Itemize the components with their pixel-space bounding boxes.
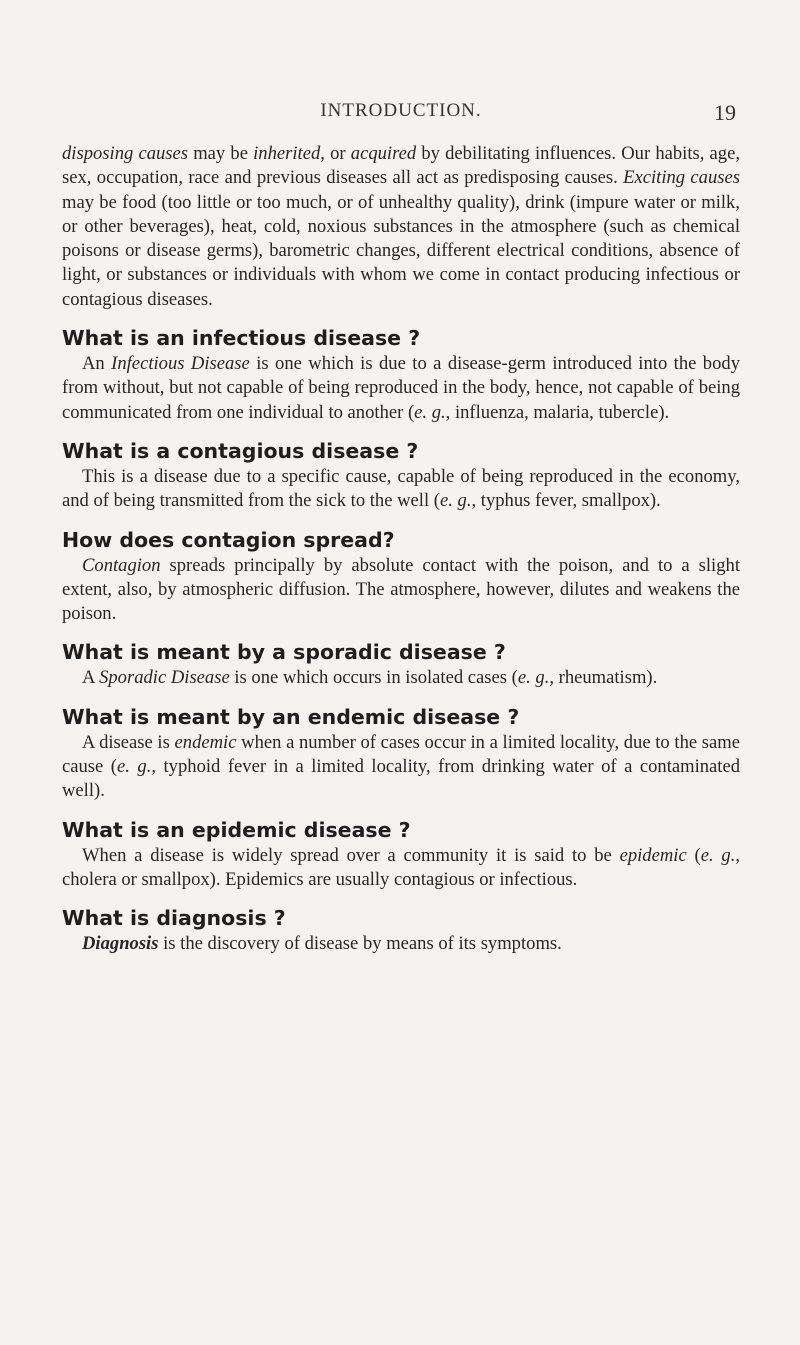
term-acquired: acquired [350,143,417,164]
page-body [62,142,740,957]
paragraph-sporadic-disease: A Sporadic Disease is one which occurs in isolated cases (e. g., rheumatism). [82,667,658,689]
term-epidemic: epidemic [619,844,687,866]
term-inherited: inherited [253,143,321,164]
intro-paragraph: disposing causes may be inherited, or acquired by debilitating influences. Our habits, age, sex, occupation, race and previous diseases all act as predisposing causes. Exciting causes may be food (too little or too much, or of unhealthy quality), drink (impure water or milk, or other beverages), heat, cold, noxious substances in the atmosphere (such as chemical poisons or disease germs), barometric changes, different electrical conditions, absence of light, or substances or individuals with whom we come in contact producing infectious or contagious diseases. [62,143,741,310]
term-endemic: endemic [174,731,237,753]
paragraph-endemic-disease: A disease is endemic when a number of cases occur in a limited locality, due to the same cause (e. g., typhoid fever in a limited locality, from drinking water of a contaminated well). [62,731,741,802]
paragraph-infectious-disease: An Infectious Disease is one which is due to a disease-germ introduced into the body from without, but not capable of being reproduced in the body, hence, not capable of being communicated from one individual to another (e. g., influenza, malaria, tubercle). [62,353,740,423]
term-predisposing-causes: disposing causes [62,143,189,164]
paragraph-contagious-disease: This is a disease due to a specific cause, capable of being reproduced in the economy, and of being transmitted from the sick to the well (e. g., typhus fever, smallpox). [62,465,740,512]
paragraph-diagnosis: Diagnosis is the discovery of disease by means of its symptoms. [82,933,562,955]
paragraph-contagion-spread: Contagion spreads principally by absolute contact with the poison, and to a slight extent, also, by atmospheric diffusion. The atmosphere, however, dilutes and weakens the poison. [62,554,740,625]
running-head [62,100,740,130]
heading-contagious-disease: What is a contagious disease ? [62,438,419,463]
page-number: 19 [714,100,736,125]
heading-infectious-disease: What is an infectious disease ? [62,326,421,351]
term-diagnosis: Diagnosis [82,933,159,955]
term-exciting-causes: Exciting causes [623,167,740,189]
term-contagion: Contagion [82,554,161,576]
heading-endemic-disease: What is meant by an endemic disease ? [62,704,520,729]
heading-contagion-spread: How does contagion spread? [62,527,395,552]
term-sporadic-disease: Sporadic Disease [99,667,230,689]
paragraph-epidemic-disease: When a disease is widely spread over a community it is said to be epidemic (e. g., cholera or smallpox). Epidemics are usually contagious or infectious. [62,844,740,890]
running-title: INTRODUCTION. [320,100,482,121]
heading-diagnosis: What is diagnosis ? [62,906,286,931]
heading-sporadic-disease: What is meant by a sporadic disease ? [62,640,506,665]
term-infectious-disease: Infectious Disease [111,353,250,375]
heading-epidemic-disease: What is an epidemic disease ? [62,817,411,842]
